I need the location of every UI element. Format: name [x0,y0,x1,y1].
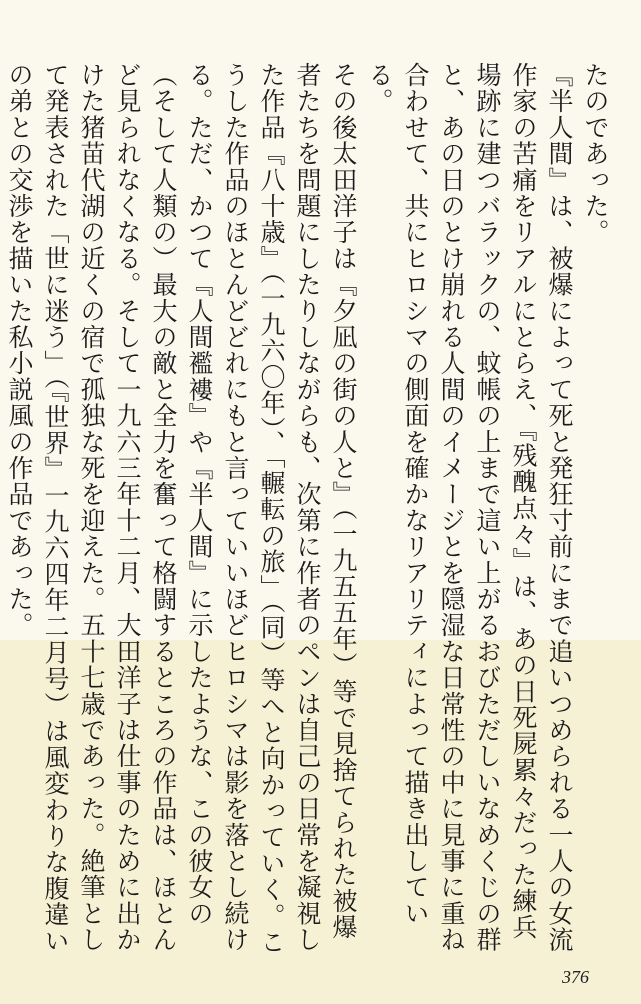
vertical-text-body [5,62,613,962]
paragraph-3: その後太田洋子は『夕凪の街の人と』（一九五五年）等で見捨てられた被爆者たちを問題にしたりしながらも、次第に作者のペンは自己の日常を凝視した作品『八十歳』（一九六〇年）、「輾転の旅」（同）等へと向かっていく。こうした作品のほとんどどれにもと言っていいほどヒロシマは影を落とし続ける。ただ、かつて『人間襤褸』や『半人間』に示したような、この彼女の（そして人類の）最大の敵と全力を奮って格闘するところの作品は、ほとんど見られなくなる。そして一九六三年十二月、大田洋子は仕事のために出かけた猪苗代湖の近くの宿で孤独な死を迎えた。五十七歳であった。絶筆として発表された「世に迷う」（『世界』一九六四年二月号）は風変わりな腹違いの弟との交渉を描いた私小説風の作品であった。 [5,62,358,956]
paragraph-2: 『半人間』は、被爆によって死と発狂寸前にまで追いつめられる一人の女流作家の苦痛をリアルにとらえ、『残醜点々』は、あの日死屍累々だった練兵場跡に建つバラックの、蚊帳の上まで這い上がるおびただしいなめくじの群と、あの日のとけ崩れる人間のイメージとを隠湿な日常性の中に見事に重ね合わせて、共にヒロシマの側面を確かなリアリティによって描き出している。 [365,62,574,953]
paragraph-1: たのであった。 [581,62,610,246]
page-number: 376 [562,967,589,987]
